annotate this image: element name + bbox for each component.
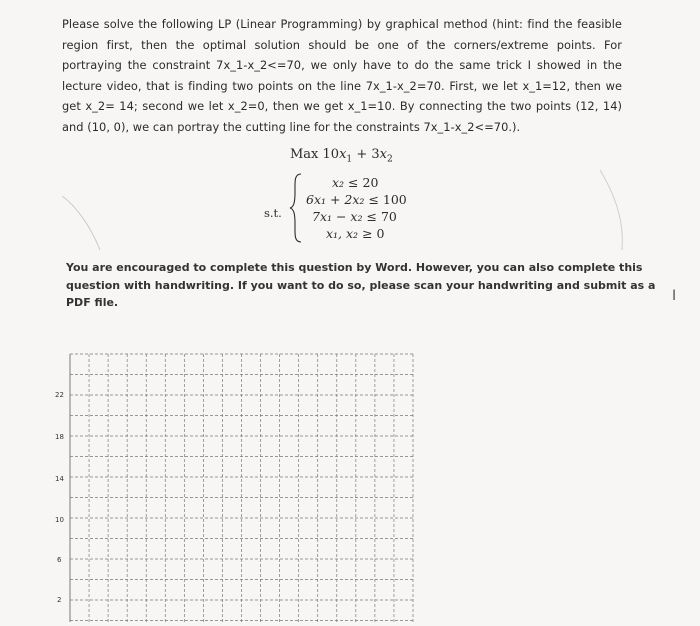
y-tick-label: 18 [55, 433, 64, 441]
handwriting-note [66, 259, 656, 312]
objective-function: Max $10x_1 + 3x_2$ [290, 147, 393, 165]
objective-mid: + 3 [352, 147, 380, 162]
constraint-row [306, 225, 407, 242]
constraint-relation: ≤ [348, 175, 359, 190]
constraint-rhs: 0 [376, 226, 385, 241]
text-cursor-icon: I [672, 288, 677, 304]
constraint-rhs: 100 [382, 192, 407, 207]
constraint-lhs: 6x₁ + 2x₂ [306, 192, 365, 207]
constraint-row [306, 208, 407, 225]
grid-paper[interactable] [0, 340, 700, 622]
subject-to-label: s.t. [264, 206, 282, 220]
note-line: question with handwriting. If you want to do so, please scan your handwriting and submit as a [66, 278, 656, 292]
constraint-row [306, 191, 407, 208]
y-tick-label: 10 [55, 516, 64, 524]
constraint-relation: ≤ [366, 209, 377, 224]
graph-grid[interactable] [0, 340, 700, 626]
constraint-rhs: 70 [380, 209, 397, 224]
instructions-line: portraying the constraint 7x_1-x_2<=70, we only have to do the same trick I showed in the [62, 58, 622, 72]
note-line: You are encouraged to complete this question by Word. However, you can also complete this [66, 261, 643, 274]
instructions-line: region first, then the optimal solution should be one of the corners/extreme points. For [62, 37, 622, 52]
instructions-line: get x_2= 14; second we let x_2=0, then we get x_1=10. By connecting the two points (12, 14) [62, 99, 622, 113]
note-line: PDF file. [66, 296, 119, 309]
constraint-relation: ≥ [362, 226, 373, 241]
constraint-lhs: 7x₁ − x₂ [312, 209, 363, 224]
constraint-lhs: x₁, x₂ [326, 226, 359, 241]
objective-var: x [339, 147, 347, 162]
constraint-rhs: 20 [362, 175, 379, 190]
y-tick-label: 22 [55, 391, 64, 399]
objective-var: x [379, 147, 387, 162]
constraint-relation: ≤ [368, 192, 379, 207]
constraint-row [306, 174, 407, 191]
objective-prefix: Max 10 [290, 147, 340, 162]
constraints-block [306, 174, 407, 242]
y-tick-label: 2 [57, 596, 62, 604]
constraint-lhs: x₂ [332, 175, 345, 190]
instructions-line: lecture video, that is finding two points on the line 7x_1-x_2=70. First, we let x_1=12, then we [62, 78, 622, 93]
instructions-line: Please solve the following LP (Linear Programming) by graphical method (hint: find the feasible [62, 17, 622, 31]
instructions-line: and (10, 0), we can portray the cutting line for the constraints 7x_1-x_2<=70.). [62, 119, 521, 134]
constraint-brace [288, 172, 304, 244]
instructions-paragraph [62, 14, 622, 137]
y-tick-label: 6 [57, 556, 62, 564]
y-tick-label: 14 [55, 475, 64, 483]
